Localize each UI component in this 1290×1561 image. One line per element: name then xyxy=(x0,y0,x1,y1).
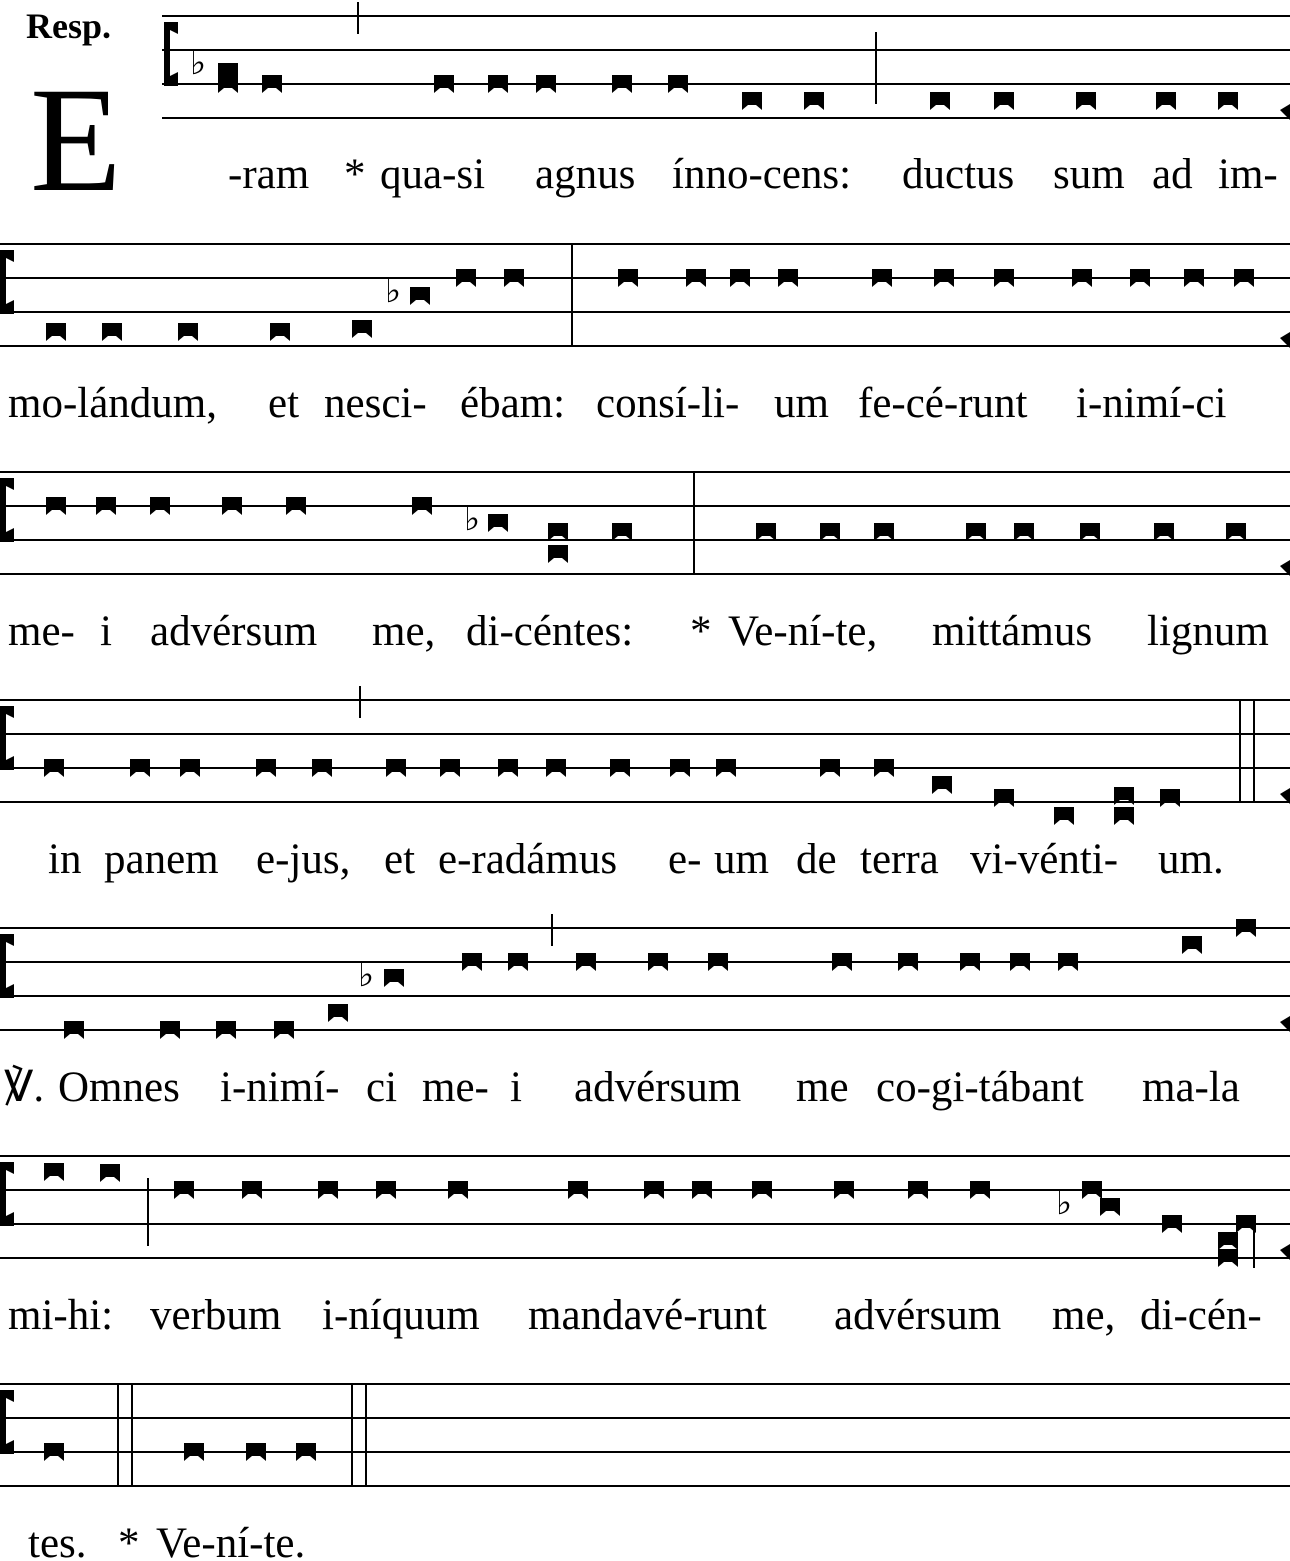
neume-note xyxy=(184,1443,204,1461)
c-clef xyxy=(0,934,14,998)
lyric-syllable: agnus xyxy=(535,151,636,198)
lyrics-system-1 xyxy=(228,151,1278,198)
neume-note xyxy=(756,523,776,541)
lyric-syllable: di-cén- xyxy=(1140,1292,1262,1339)
c-clef xyxy=(0,1162,14,1226)
neume-note xyxy=(1218,1249,1238,1267)
neume-note xyxy=(874,759,894,777)
lyric-syllable: ébam: xyxy=(460,380,566,427)
lyric-syllable: mi-hi: xyxy=(8,1292,114,1339)
neume-note xyxy=(960,953,980,971)
neume-note xyxy=(386,759,406,777)
neume-note xyxy=(934,269,954,287)
c-clef xyxy=(164,22,178,86)
neume-note xyxy=(64,1021,84,1039)
lyric-syllable: de xyxy=(796,836,837,883)
neume-note xyxy=(610,759,630,777)
lyric-syllable: um xyxy=(774,380,829,427)
neume-note xyxy=(1226,523,1246,541)
lyric-syllable: vi-vénti- xyxy=(970,836,1119,883)
neume-note xyxy=(312,759,332,777)
staves xyxy=(0,2,1290,1486)
neume-note xyxy=(1130,269,1150,287)
lyric-syllable: et xyxy=(268,380,300,427)
lyric-syllable: verbum xyxy=(150,1292,282,1339)
lyric-syllable: um xyxy=(714,836,769,883)
lyric-syllable: co-gi-tábant xyxy=(876,1064,1084,1111)
neume-note xyxy=(716,759,736,777)
lyric-syllable: consí-li- xyxy=(596,380,740,427)
neume-note xyxy=(448,1181,468,1199)
versicle-symbol: ℣. xyxy=(4,1064,45,1111)
neume-note xyxy=(1218,92,1238,110)
neume-note xyxy=(180,759,200,777)
neume-note xyxy=(648,953,668,971)
lyric-syllable: fe-cé-runt xyxy=(858,380,1028,427)
neume-note xyxy=(872,269,892,287)
neume-note xyxy=(256,759,276,777)
neume-note xyxy=(612,75,632,93)
neume-note xyxy=(160,1021,180,1039)
neume-note xyxy=(384,969,404,987)
neume-note xyxy=(1072,269,1092,287)
neume-note xyxy=(410,287,430,305)
neume-note xyxy=(1154,523,1174,541)
neume-note xyxy=(462,953,482,971)
neume-note xyxy=(994,92,1014,110)
neume-note xyxy=(178,323,198,341)
neume-note xyxy=(730,269,750,287)
lyric-syllable: * xyxy=(344,151,366,198)
lyric-syllable: qua-si xyxy=(380,151,486,198)
neume-note xyxy=(376,1181,396,1199)
c-clef xyxy=(0,706,14,770)
lyric-syllable: me- xyxy=(8,608,75,655)
neume-note xyxy=(412,497,432,515)
lyric-syllable: Omnes xyxy=(58,1064,180,1111)
neume-note xyxy=(1184,269,1204,287)
lyric-syllable: i-níquum xyxy=(322,1292,480,1339)
neume-note xyxy=(296,1443,316,1461)
neume-note xyxy=(966,523,986,541)
neume-note xyxy=(644,1181,664,1199)
neume-note xyxy=(568,1181,588,1199)
neume-note xyxy=(100,1164,120,1182)
neume-note xyxy=(820,759,840,777)
neume-note xyxy=(46,323,66,341)
neume-note xyxy=(246,1443,266,1461)
flat-sign: ♭ xyxy=(190,43,207,83)
lyrics-system-2 xyxy=(8,380,1227,427)
lyrics-system-4 xyxy=(48,836,1224,883)
lyric-syllable: im- xyxy=(1218,151,1278,198)
neume-note xyxy=(1162,1215,1182,1233)
neume-note xyxy=(1076,92,1096,110)
initial-letter: E xyxy=(30,57,122,223)
neume-note xyxy=(930,92,950,110)
neume-note xyxy=(804,92,824,110)
neume-note xyxy=(440,759,460,777)
neume-note xyxy=(932,776,952,794)
neume-note xyxy=(262,75,282,93)
neume-note xyxy=(318,1181,338,1199)
neume-note xyxy=(708,953,728,971)
neume-note xyxy=(686,269,706,287)
lyrics-system-5 xyxy=(4,1064,1240,1111)
neume-note xyxy=(456,269,476,287)
neume-note xyxy=(44,1443,64,1461)
lyric-syllable: i xyxy=(100,608,112,655)
c-clef xyxy=(0,250,14,314)
flat-sign: ♭ xyxy=(1056,1183,1073,1223)
neume-note xyxy=(222,497,242,515)
neume-note xyxy=(874,523,894,541)
lyric-syllable: * xyxy=(118,1520,140,1561)
neume-note xyxy=(1114,807,1134,825)
neume-note xyxy=(832,953,852,971)
flat-sign: ♭ xyxy=(358,955,375,995)
neume-note xyxy=(1156,92,1176,110)
lyric-syllable: Ve-ní-te. xyxy=(156,1520,306,1561)
neume-note xyxy=(1010,953,1030,971)
neume-note xyxy=(216,1021,236,1039)
neume-note xyxy=(670,759,690,777)
c-clef xyxy=(0,478,14,542)
neume-note xyxy=(488,75,508,93)
lyric-syllable: nesci- xyxy=(324,380,427,427)
neume-note xyxy=(488,514,508,532)
neume-note xyxy=(618,269,638,287)
neume-note xyxy=(1160,789,1180,807)
neume-note xyxy=(1100,1198,1120,1216)
lyric-syllable: ínno-cens: xyxy=(672,151,852,198)
neume-note xyxy=(46,497,66,515)
lyric-syllable: me, xyxy=(372,608,436,655)
neume-note xyxy=(1054,807,1074,825)
neume-note xyxy=(498,759,518,777)
neume-note xyxy=(994,789,1014,807)
neume-note xyxy=(352,320,372,338)
lyric-syllable: ad xyxy=(1152,151,1193,198)
lyric-syllable: tes. xyxy=(28,1520,87,1561)
lyric-syllable: advérsum xyxy=(834,1292,1002,1339)
neume-note xyxy=(1234,269,1254,287)
lyric-syllable: terra xyxy=(860,836,939,883)
neume-note xyxy=(908,1181,928,1199)
neume-note xyxy=(150,497,170,515)
neume-note xyxy=(504,269,524,287)
neume-note xyxy=(1236,919,1256,937)
lyric-syllable: et xyxy=(384,836,416,883)
lyric-syllable: e-jus, xyxy=(256,836,351,883)
neume-note xyxy=(668,75,688,93)
neume-note xyxy=(44,759,64,777)
lyric-syllable: panem xyxy=(104,836,219,883)
neume-note xyxy=(546,759,566,777)
neume-note xyxy=(548,523,568,541)
neume-note xyxy=(242,1181,262,1199)
lyrics-system-7 xyxy=(28,1520,305,1561)
lyric-syllable: advérsum xyxy=(150,608,318,655)
neume-note xyxy=(1182,936,1202,954)
flat-sign: ♭ xyxy=(464,499,481,539)
lyrics-system-3 xyxy=(8,608,1269,655)
neume-note xyxy=(834,1181,854,1199)
lyric-syllable: ma-la xyxy=(1142,1064,1240,1111)
lyric-syllable: e- xyxy=(668,836,702,883)
neume-note xyxy=(96,497,116,515)
lyric-syllable: me- xyxy=(422,1064,489,1111)
lyric-syllable: ci xyxy=(366,1064,398,1111)
lyric-syllable: e-radámus xyxy=(438,836,618,883)
neume-note xyxy=(218,75,238,93)
neume-note xyxy=(898,953,918,971)
lyrics-system-6 xyxy=(8,1292,1262,1339)
flat-sign: ♭ xyxy=(385,271,402,311)
lyric-syllable: mandavé-runt xyxy=(528,1292,767,1339)
lyric-syllable: sum xyxy=(1053,151,1125,198)
neume-note xyxy=(576,953,596,971)
neume-note xyxy=(508,953,528,971)
lyric-syllable: um. xyxy=(1158,836,1224,883)
neume-note xyxy=(1058,953,1078,971)
neume-note xyxy=(102,323,122,341)
neume-note xyxy=(1218,1232,1238,1250)
lyric-syllable: in xyxy=(48,836,82,883)
neume-note xyxy=(820,523,840,541)
neume-note xyxy=(612,523,632,541)
lyric-syllable: me, xyxy=(1052,1292,1116,1339)
lyric-syllable: Ve-ní-te, xyxy=(728,608,878,655)
lyric-syllable: -ram xyxy=(228,151,310,198)
lyric-syllable: me xyxy=(796,1064,849,1111)
c-clef xyxy=(0,1390,14,1454)
neume-note xyxy=(328,1004,348,1022)
neume-note xyxy=(174,1181,194,1199)
neume-note xyxy=(1014,523,1034,541)
lyric-syllable: ductus xyxy=(902,151,1015,198)
neume-note xyxy=(274,1021,294,1039)
neume-note xyxy=(548,545,568,563)
lyric-syllable: di-céntes: xyxy=(466,608,634,655)
neume-note xyxy=(1082,1181,1102,1199)
lyric-syllable: advérsum xyxy=(574,1064,742,1111)
responsory-label: Resp. xyxy=(26,6,112,46)
neume-note xyxy=(752,1181,772,1199)
neume-note xyxy=(742,92,762,110)
neume-note xyxy=(1080,523,1100,541)
lyric-syllable: mittámus xyxy=(932,608,1093,655)
lyric-syllable: i xyxy=(510,1064,522,1111)
neume-note xyxy=(536,75,556,93)
neume-note xyxy=(270,323,290,341)
lyric-syllable: mo-lándum, xyxy=(8,380,217,427)
neume-note xyxy=(286,497,306,515)
neume-note xyxy=(692,1181,712,1199)
neume-note xyxy=(778,269,798,287)
neume-note xyxy=(130,759,150,777)
neume-note xyxy=(434,75,454,93)
neume-note xyxy=(44,1163,64,1181)
neume-note xyxy=(994,269,1014,287)
lyric-syllable: i-nimí- xyxy=(220,1064,340,1111)
lyric-syllable: * xyxy=(690,608,712,655)
lyric-syllable: lignum xyxy=(1147,608,1269,655)
lyric-syllable: i-nimí-ci xyxy=(1076,380,1227,427)
neume-note xyxy=(970,1181,990,1199)
